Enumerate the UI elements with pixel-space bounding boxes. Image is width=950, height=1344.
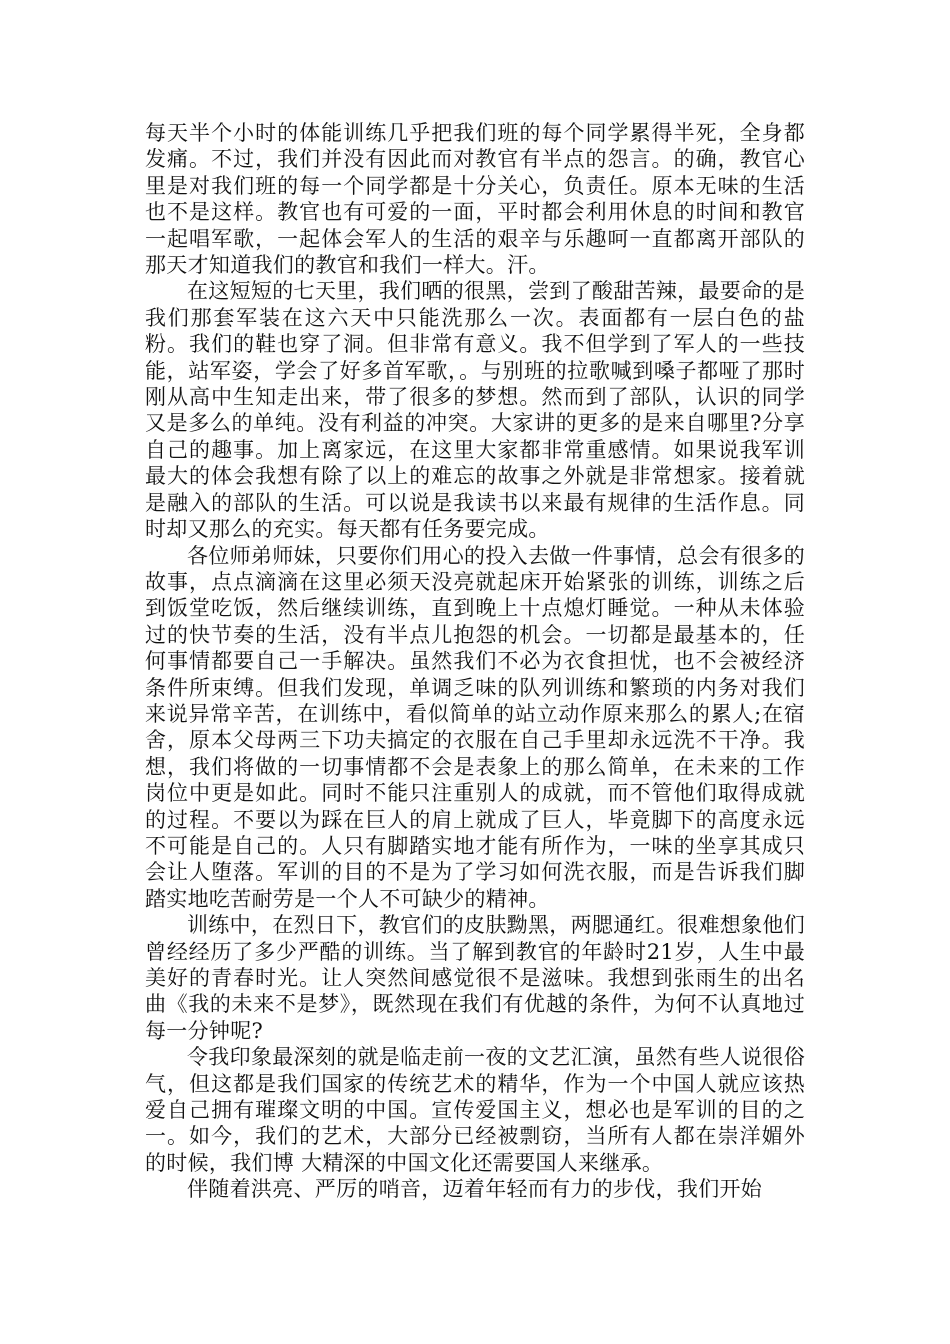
paragraph-3: 各位师弟师妹，只要你们用心的投入去做一件事情，总会有很多的故事，点点滴滴在这里必须天没亮就起床开始紧张的训练，训练之后到饭堂吃饭，然后继续训练，直到晚上十点熄灯睡觉。一种从未体验过的快节奏的生活，没有半点儿抱怨的机会。一切都是最基本的，任何事情都要自己一手解决。虽然我们不必为衣食担忧，也不会被经济条件所束缚。但我们发现，单调乏味的队列训练和繁琐的内务对我们来说异常辛苦，在训练中，看似简单的站立动作原来那么的累人;在宿舍，原本父母两三下功夫搞定的衣服在自己手里却永远洗不干净。我想，我们将做的一切事情都不会是表象上的那么简单，在未来的工作岗位中更是如此。同时不能只注重别人的成就，而不管他们取得成就的过程。不要以为踩在巨人的肩上就成了巨人，毕竟脚下的高度永远不可能是自己的。人只有脚踏实地才能有所作为，一味的坐享其成只会让人堕落。军训的目的不是为了学习如何洗衣服，而是告诉我们脚踏实地吃苦耐劳是一个人不可缺少的精神。 <box>145 543 805 911</box>
paragraph-1: 每天半个小时的体能训练几乎把我们班的每个同学累得半死，全身都发痛。不过，我们并没有因此而对教官有半点的怨言。的确，教官心里是对我们班的每一个同学都是十分关心，负责任。原本无味的生活也不是这样。教官也有可爱的一面，平时都会利用休息的时间和教官一起唱军歌，一起体会军人的生活的艰辛与乐趣呵一直都离开部队的那天才知道我们的教官和我们一样大。汗。 <box>145 121 805 278</box>
paragraph-2: 在这短短的七天里，我们晒的很黑，尝到了酸甜苦辣，最要命的是我们那套军装在这六天中只能洗那么一次。表面都有一层白色的盐粉。我们的鞋也穿了洞。但非常有意义。我不但学到了军人的一些技能，站军姿，学会了好多首军歌，。与别班的拉歌喊到嗓子都哑了那时刚从高中生知走出来，带了很多的梦想。然而到了部队，认识的同学又是多么的单纯。没有利益的冲突。大家讲的更多的是来自哪里?分享自己的趣事。加上离家远，在这里大家都非常重感情。如果说我军训最大的体会我想有除了以上的难忘的故事之外就是非常想家。接着就是融入的部队的生活。可以说是我读书以来最有规律的生活作息。同时却又那么的充实。每天都有任务要完成。 <box>145 279 805 542</box>
document-body <box>145 120 805 1203</box>
paragraph-6: 伴随着洪亮、严厉的哨音，迈着年轻而有力的步伐，我们开始 <box>187 1177 763 1202</box>
paragraph-5: 令我印象最深刻的就是临走前一夜的文艺汇演，虽然有些人说很俗气，但这都是我们国家的传统艺术的精华，作为一个中国人就应该热爱自己拥有璀璨文明的中国。宣传爱国主义，想必也是军训的目的之一。如今，我们的艺术，大部分已经被剽窃，当所有人都在崇洋媚外的时候，我们博 大精深的中国文化还需要国人来继承。 <box>145 1045 805 1175</box>
paragraph-4: 训练中，在烈日下，教官们的皮肤黝黑，两腮通红。很难想象他们曾经经历了多少严酷的训练。当了解到教官的年龄时21岁，人生中最美好的青春时光。让人突然间感觉很不是滋味。我想到张雨生的出名曲《我的未来不是梦》，既然现在我们有优越的条件，为何不认真地过每一分钟呢? <box>145 913 805 1043</box>
